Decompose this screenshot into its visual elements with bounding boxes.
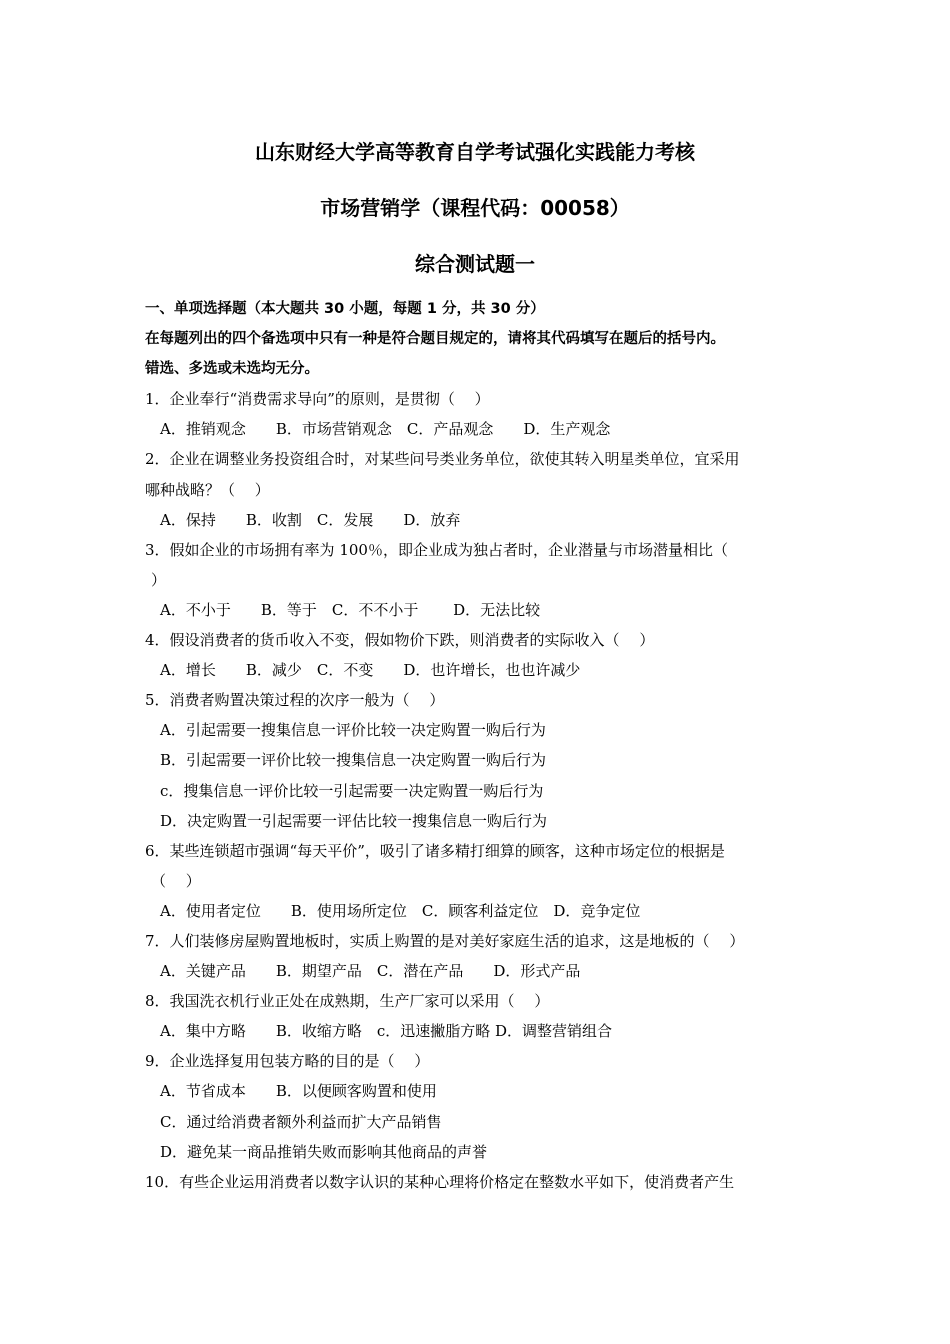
question-option: A．节省成本 B．以便顾客购置和使用 xyxy=(160,1082,437,1101)
question-stem: 6．某些连锁超市强调“每天平价”，吸引了诸多精打细算的顾客，这种市场定位的根据是 xyxy=(145,841,725,860)
question-stem: 8．我国洗衣机行业正处在成熟期，生产厂家可以采用（ ） xyxy=(145,992,550,1011)
question-option: D．避免某一商品推销失败而影响其他商品的声誉 xyxy=(160,1142,488,1161)
question-stem-continued: 哪种战略？（ ） xyxy=(145,480,270,499)
question-option: D．决定购置一引起需要一评估比较一搜集信息一购后行为 xyxy=(160,811,548,830)
question-options: A．不小于 B．等于 C．不不小于 D．无法比较 xyxy=(160,600,541,619)
question-stem: 2．企业在调整业务投资组合时，对某些问号类业务单位，欲使其转入明星类单位，宜采用 xyxy=(145,450,740,469)
question-options: A．关键产品 B．期望产品 C．潜在产品 D．形式产品 xyxy=(160,962,581,981)
question-stem: 9．企业选择复用包装方略的目的是（ ） xyxy=(145,1052,430,1071)
question-options: A．保持 B．收割 C．发展 D．放弃 xyxy=(160,510,461,529)
question-option: B．引起需要一评价比较一搜集信息一决定购置一购后行为 xyxy=(160,751,547,770)
question-stem: 10．有些企业运用消费者以数字认识的某种心理将价格定在整数水平如下，使消费者产生 xyxy=(145,1172,735,1191)
question-stem-continued: （ ） xyxy=(151,871,201,890)
section-instruction: 错选、多选或未选均无分。 xyxy=(145,361,319,378)
question-option: C．通过给消费者额外利益而扩大产品销售 xyxy=(160,1112,442,1131)
question-stem: 1．企业奉行“消费需求导向”的原则，是贯彻（ ） xyxy=(145,390,490,409)
section-heading: 一、单项选择题（本大题共 30 小题，每题 1 分，共 30 分） xyxy=(145,301,545,317)
page-title: 山东财经大学高等教育自学考试强化实践能力考核 xyxy=(255,140,695,164)
question-section xyxy=(145,294,815,1197)
question-stem: 7．人们装修房屋购置地板时，实质上购置的是对美好家庭生活的追求，这是地板的（ ） xyxy=(145,931,745,950)
question-options: A．使用者定位 B．使用场所定位 C．顾客利益定位 D．竞争定位 xyxy=(160,901,641,920)
question-stem: 5．消费者购置决策过程的次序一般为（ ） xyxy=(145,691,445,710)
question-option: A．引起需要一搜集信息一评价比较一决定购置一购后行为 xyxy=(160,721,546,740)
question-options: A．推销观念 B．市场营销观念 C．产品观念 D．生产观念 xyxy=(160,420,611,439)
section-instruction: 在每题列出的四个备选项中只有一种是符合题目规定的，请将其代码填写在题后的括号内。 xyxy=(145,331,725,348)
question-stem-continued: ） xyxy=(151,570,167,589)
question-stem: 4．假设消费者的货币收入不变，假如物价下跌，则消费者的实际收入（ ） xyxy=(145,631,655,650)
question-stem: 3．假如企业的市场拥有率为 100％，即企业成为独占者时，企业潜量与市场潜量相比（ xyxy=(145,540,728,559)
test-title: 综合测试题一 xyxy=(415,252,535,276)
question-options: A．增长 B．减少 C．不变 D．也许增长，也也许减少 xyxy=(160,661,581,680)
question-options: A．集中方略 B．收缩方略 c．迅速撇脂方略 D．调整营销组合 xyxy=(160,1022,613,1041)
course-title: 市场营销学（课程代码：00058） xyxy=(320,196,630,220)
question-option: c．搜集信息一评价比较一引起需要一决定购置一购后行为 xyxy=(160,781,544,800)
